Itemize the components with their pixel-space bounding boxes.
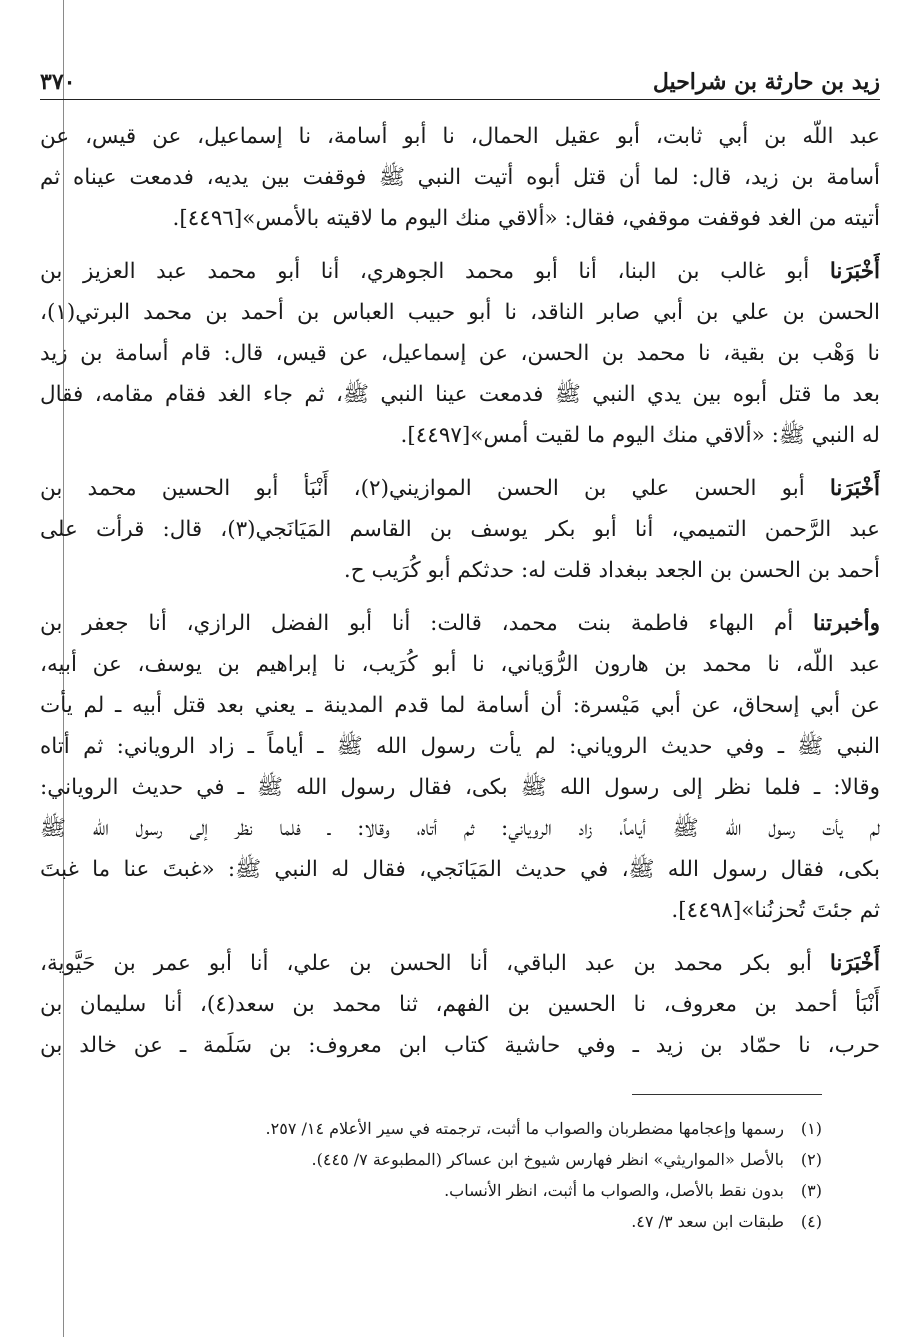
footnote-number: (٣) (800, 1181, 822, 1200)
text-line: له النبي ﷺ: «ألاقي منك اليوم ما لقيت أمس»[٤٤٩٧]. (400, 423, 880, 448)
paragraph-5 (40, 943, 880, 1066)
footnote-item (40, 1144, 822, 1175)
footnote-text: طبقات ابن سعد ٣/ ٤٧. (631, 1212, 784, 1231)
footnote-item (40, 1175, 822, 1206)
paragraph-2 (40, 251, 880, 456)
paragraph-lead-word: أَخْبَرَنا (829, 259, 880, 284)
running-title: زيد بن حارثة بن شراحيل (652, 69, 880, 95)
text-line: أحمد بن الحسن بن الجعد ببغداد قلت له: حدثكم أبو كُرَيب ح. (343, 558, 880, 583)
text-line: بعد ما قتل أبوه بين يدي النبي ﷺ فدمعت عينا النبي ﷺ، ثم جاء الغد فقام مقامه، فقال (40, 382, 880, 407)
footnote-number: (٤) (800, 1212, 822, 1231)
paragraph-lead-word: أَخْبَرَنا (829, 476, 880, 501)
text-line: وقالا: ـ فلما نظر إلى رسول الله ﷺ بكى، فقال رسول الله ﷺ ـ في حديث الروياني: (40, 775, 880, 800)
page-header (40, 55, 880, 100)
footnote-item (40, 1113, 822, 1144)
paragraph-4 (40, 603, 880, 931)
text-line: عبد الرَّحمن التميمي، أنا أبو بكر يوسف بن القاسم المَيَانَجي(٣)، قال: قرأت على (40, 517, 880, 542)
text-line: أتيته من الغد فوقفت موقفي، فقال: «ألاقي منك اليوم ما لاقيته بالأمس»[٤٤٩٦]. (172, 206, 880, 231)
paragraph-lead-word: وأخبرتنا (812, 611, 880, 636)
text-line: أسامة بن زيد، قال: لما أن قتل أبوه أتيت النبي ﷺ فوقفت بين يديه، فدمعت عيناه ثم (40, 165, 880, 190)
text-line: بكى، فقال رسول الله ﷺ، في حديث المَيَانَجي، فقال له النبي ﷺ: «غبتَ عنا ما غبتَ (40, 857, 880, 882)
page-body (40, 116, 880, 1066)
text-line: أَنْبَأ أحمد بن معروف، نا الحسين بن الفهم، ثنا محمد بن سعد(٤)، أنا سليمان بن (40, 992, 880, 1017)
text-line: عبد اللّه بن أبي ثابت، أبو عقيل الحمال، نا أبو أسامة، نا إسماعيل، عن قيس، عن (40, 124, 880, 149)
footnote-number: (١) (800, 1119, 822, 1138)
footnotes (40, 1113, 880, 1237)
text-line: النبي ﷺ ـ وفي حديث الروياني: لم يأت رسول الله ﷺ ـ أياماً ـ زاد الروياني: ثم أتاه (40, 734, 880, 759)
footnote-text: رسمها وإعجامها مضطربان والصواب ما أثبت، ترجمته في سير الأعلام ١٤/ ٢٥٧. (265, 1119, 784, 1138)
text-line: الحسن بن علي بن أبي صابر الناقد، نا أبو حبيب العباس بن أحمد بن محمد البرتي(١)، (40, 300, 880, 325)
footnote-number: (٢) (800, 1150, 822, 1169)
text-line (40, 468, 880, 509)
text-line: عن أبي إسحاق، عن أبي مَيْسرة: أن أسامة لما قدم المدينة ـ يعني بعد قتل أبيه ـ لم يأت (40, 693, 880, 718)
footnote-item (40, 1206, 822, 1237)
text-line (40, 943, 880, 984)
footnote-separator (632, 1094, 822, 1095)
text-line: عبد اللّه، نا محمد بن هارون الرُّوَياني، نا أبو كُرَيب، نا إبراهيم بن يوسف، عن أبيه، (40, 652, 880, 677)
footnote-text: بدون نقط بالأصل، والصواب ما أثبت، انظر الأنساب. (444, 1181, 784, 1200)
text-line-content: أم البهاء فاطمة بنت محمد، قالت: أنا أبو الفضل الرازي، أنا جعفر بن (40, 611, 794, 636)
paragraph-lead-word: أَخْبَرَنا (829, 951, 880, 976)
text-line-content: أبو بكر محمد بن عبد الباقي، أنا الحسن بن علي، أنا أبو عمر بن حَيَّوية، (40, 951, 812, 976)
footnote-text: بالأصل «المواريثي» انظر فهارس شيوخ ابن عساكر (المطبوعة ٧/ ٤٤٥). (311, 1150, 784, 1169)
page-number: ٣٧٠ (40, 69, 76, 95)
text-line-content: أبو غالب بن البنا، أنا أبو محمد الجوهري، أنا أبو محمد عبد العزيز بن (40, 259, 810, 284)
text-line (40, 251, 880, 292)
text-line-content: أبو الحسن علي بن الحسن الموازيني(٢)، أَنْبَأ أبو الحسين محمد بن (40, 476, 805, 501)
text-line: ثم جئتَ تُحزنُنا»[٤٤٩٨]. (671, 898, 880, 923)
text-line (40, 603, 880, 644)
text-line: حرب، نا حمّاد بن زيد ـ وفي حاشية كتاب ابن معروف: بن سَلَمة ـ عن خالد بن (40, 1033, 880, 1058)
text-line: نا وَهْب بن بقية، نا محمد بن الحسن، عن إسماعيل، عن قيس، قال: قام أسامة بن زيد (40, 341, 880, 366)
text-line: لم يأت رسول الله ﷺ أياماً، زاد الروياني: ثم أتاه، وقالا: ـ فلما نظر إلى رسول الله ﷺ (40, 816, 880, 841)
paragraph-3 (40, 468, 880, 591)
paragraph-1 (40, 116, 880, 239)
book-page (40, 55, 880, 1237)
